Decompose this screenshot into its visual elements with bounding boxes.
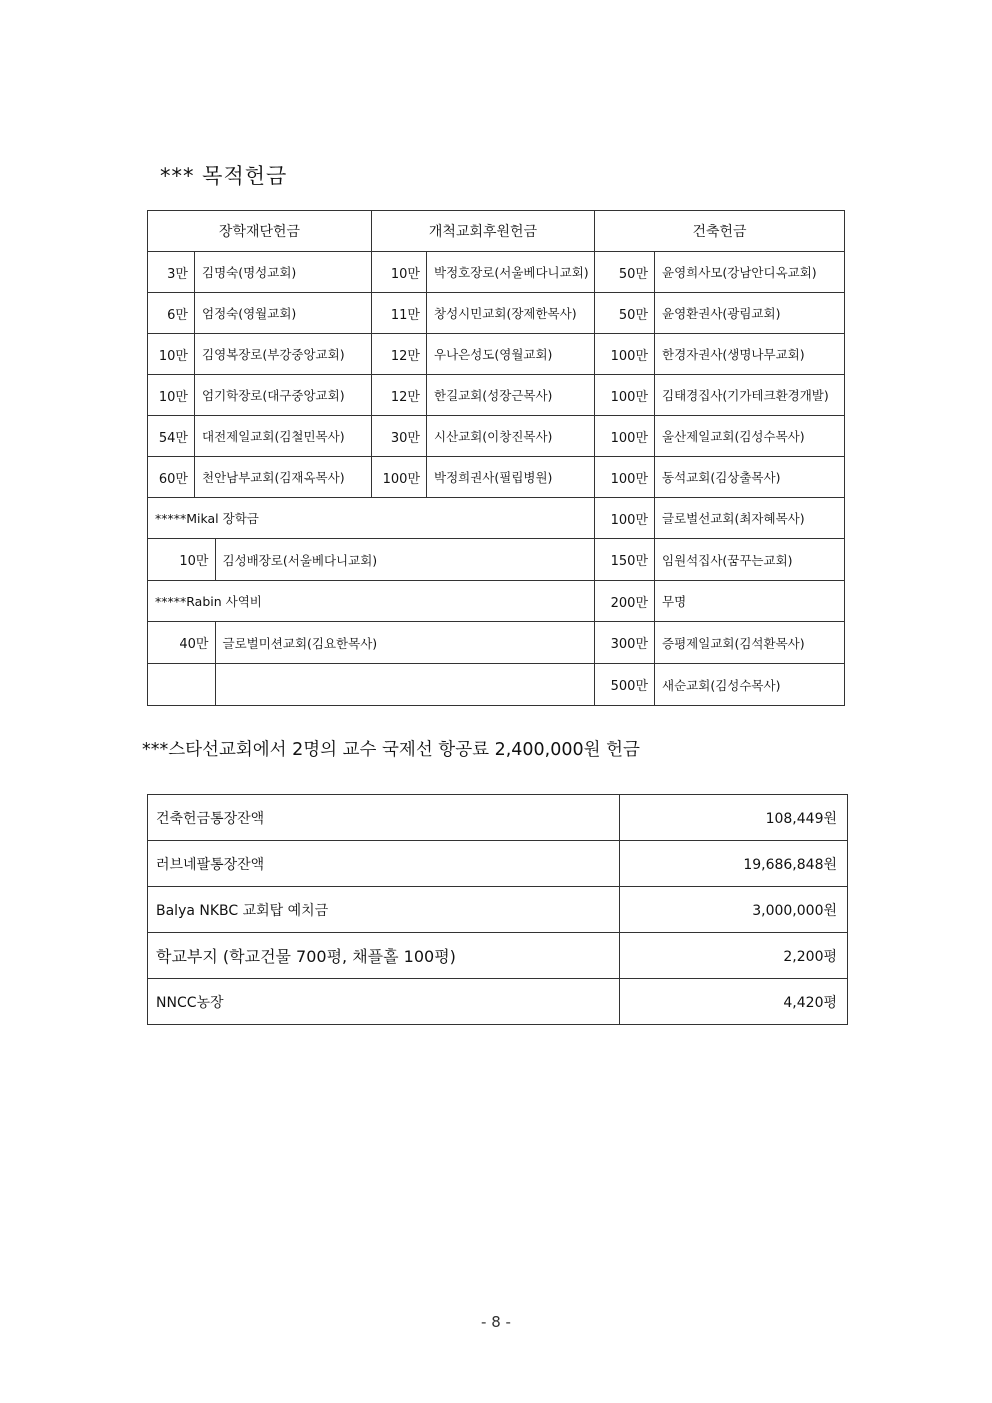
balance-value: 108,449원 — [620, 795, 848, 841]
donor-cell: 대전제일교회(김철민목사) — [195, 416, 372, 457]
balance-table — [147, 794, 848, 1025]
header-church-planting: 개척교회후원헌금 — [372, 211, 595, 252]
donor-cell: 한길교회(성장근목사) — [427, 375, 595, 416]
donor-cell: 임원석집사(꿈꾸는교회) — [655, 539, 845, 581]
table-row — [148, 416, 845, 457]
balance-value: 3,000,000원 — [620, 887, 848, 933]
donor-cell: 한경자권사(생명나무교회) — [655, 334, 845, 375]
rabin-section-label: *****Rabin 사역비 — [148, 581, 595, 622]
table-row — [148, 334, 845, 375]
table-row — [148, 933, 848, 979]
amount-cell: 54만 — [148, 416, 195, 457]
amount-cell: 100만 — [595, 498, 655, 539]
balance-label: 러브네팔통장잔액 — [148, 841, 620, 887]
amount-cell: 40만 — [148, 622, 215, 663]
table-row — [148, 979, 848, 1025]
balance-value: 4,420평 — [620, 979, 848, 1025]
amount-cell: 100만 — [595, 375, 655, 416]
amount-cell: 500만 — [595, 664, 655, 706]
empty-cell — [215, 664, 594, 705]
table-row — [148, 795, 848, 841]
mikal-subtable — [148, 539, 594, 580]
amount-cell: 10만 — [372, 252, 427, 293]
donor-cell: 동석교회(김상출목사) — [655, 457, 845, 498]
donor-cell: 무명 — [655, 581, 845, 622]
header-building: 건축헌금 — [595, 211, 845, 252]
table-row — [148, 622, 845, 664]
amount-cell: 200만 — [595, 581, 655, 622]
donor-cell: 우나은성도(영월교회) — [427, 334, 595, 375]
amount-cell: 150만 — [595, 539, 655, 581]
balance-label: Balya NKBC 교회탑 예치금 — [148, 887, 620, 933]
table-row — [148, 581, 845, 622]
mikal-section-label: *****Mikal 장학금 — [148, 498, 595, 539]
purpose-offering-table — [147, 210, 845, 706]
amount-cell: 6만 — [148, 293, 195, 334]
amount-cell: 100만 — [595, 334, 655, 375]
amount-cell: 10만 — [148, 334, 195, 375]
balance-label: 학교부지 (학교건물 700평, 채플홀 100평) — [148, 933, 620, 979]
table-row — [148, 498, 845, 539]
donor-cell: 윤영희사모(강남안디옥교회) — [655, 252, 845, 293]
rabin-row — [148, 622, 595, 664]
header-scholarship: 장학재단헌금 — [148, 211, 372, 252]
mikal-row — [148, 539, 595, 581]
table-row — [148, 664, 845, 706]
amount-cell: 100만 — [372, 457, 427, 498]
donor-cell: 김태경집사(기가테크환경개발) — [655, 375, 845, 416]
donor-cell: 엄기학장로(대구중앙교회) — [195, 375, 372, 416]
donor-cell: 김영복장로(부강중앙교회) — [195, 334, 372, 375]
balance-label: 건축헌금통장잔액 — [148, 795, 620, 841]
balance-value: 2,200평 — [620, 933, 848, 979]
amount-cell: 12만 — [372, 375, 427, 416]
donor-cell: 김성배장로(서울베다니교회) — [222, 552, 378, 568]
table-row — [148, 293, 845, 334]
table-header-row — [148, 211, 845, 252]
donor-cell: 새순교회(김성수목사) — [655, 664, 845, 706]
donor-cell: 증평제일교회(김석환목사) — [655, 622, 845, 664]
amount-cell: 3만 — [148, 252, 195, 293]
donor-cell: 글로벌미션교회(김요한목사) — [222, 635, 378, 651]
empty-row — [148, 664, 595, 706]
rabin-subtable — [148, 622, 594, 663]
page-number: - 8 - — [481, 1313, 511, 1331]
amount-cell: 30만 — [372, 416, 427, 457]
amount-cell: 60만 — [148, 457, 195, 498]
donor-cell: 울산제일교회(김성수목사) — [655, 416, 845, 457]
amount-cell: 100만 — [595, 457, 655, 498]
empty-subtable — [148, 664, 594, 705]
table-row — [148, 375, 845, 416]
donor-cell: 박정호장로(서울베다니교회) — [427, 252, 595, 293]
amount-cell: 50만 — [595, 293, 655, 334]
amount-cell: 11만 — [372, 293, 427, 334]
balance-label: NNCC농장 — [148, 979, 620, 1025]
airfare-note: ***스타선교회에서 2명의 교수 국제선 항공료 2,400,000원 헌금 — [142, 740, 640, 760]
table-row — [148, 539, 845, 581]
table-row — [148, 252, 845, 293]
table-row — [148, 457, 845, 498]
balance-value: 19,686,848원 — [620, 841, 848, 887]
amount-cell: 50만 — [595, 252, 655, 293]
donor-cell: 글로벌선교회(최자혜목사) — [655, 498, 845, 539]
donor-cell: 창성시민교회(장제한목사) — [427, 293, 595, 334]
amount-cell: 300만 — [595, 622, 655, 664]
donor-cell: 김명숙(명성교회) — [195, 252, 372, 293]
amount-cell: 10만 — [148, 539, 215, 580]
amount-cell: 100만 — [595, 416, 655, 457]
amount-cell: 10만 — [148, 375, 195, 416]
table-row — [148, 887, 848, 933]
empty-cell — [148, 664, 215, 705]
donor-cell: 박정희권사(필립병원) — [427, 457, 595, 498]
donor-cell: 윤영환권사(광림교회) — [655, 293, 845, 334]
page-title: *** 목적헌금 — [160, 164, 288, 188]
donor-cell: 천안남부교회(김재옥목사) — [195, 457, 372, 498]
amount-cell: 12만 — [372, 334, 427, 375]
donor-cell: 시산교회(이창진목사) — [427, 416, 595, 457]
donor-cell: 엄정숙(영월교회) — [195, 293, 372, 334]
table-row — [148, 841, 848, 887]
